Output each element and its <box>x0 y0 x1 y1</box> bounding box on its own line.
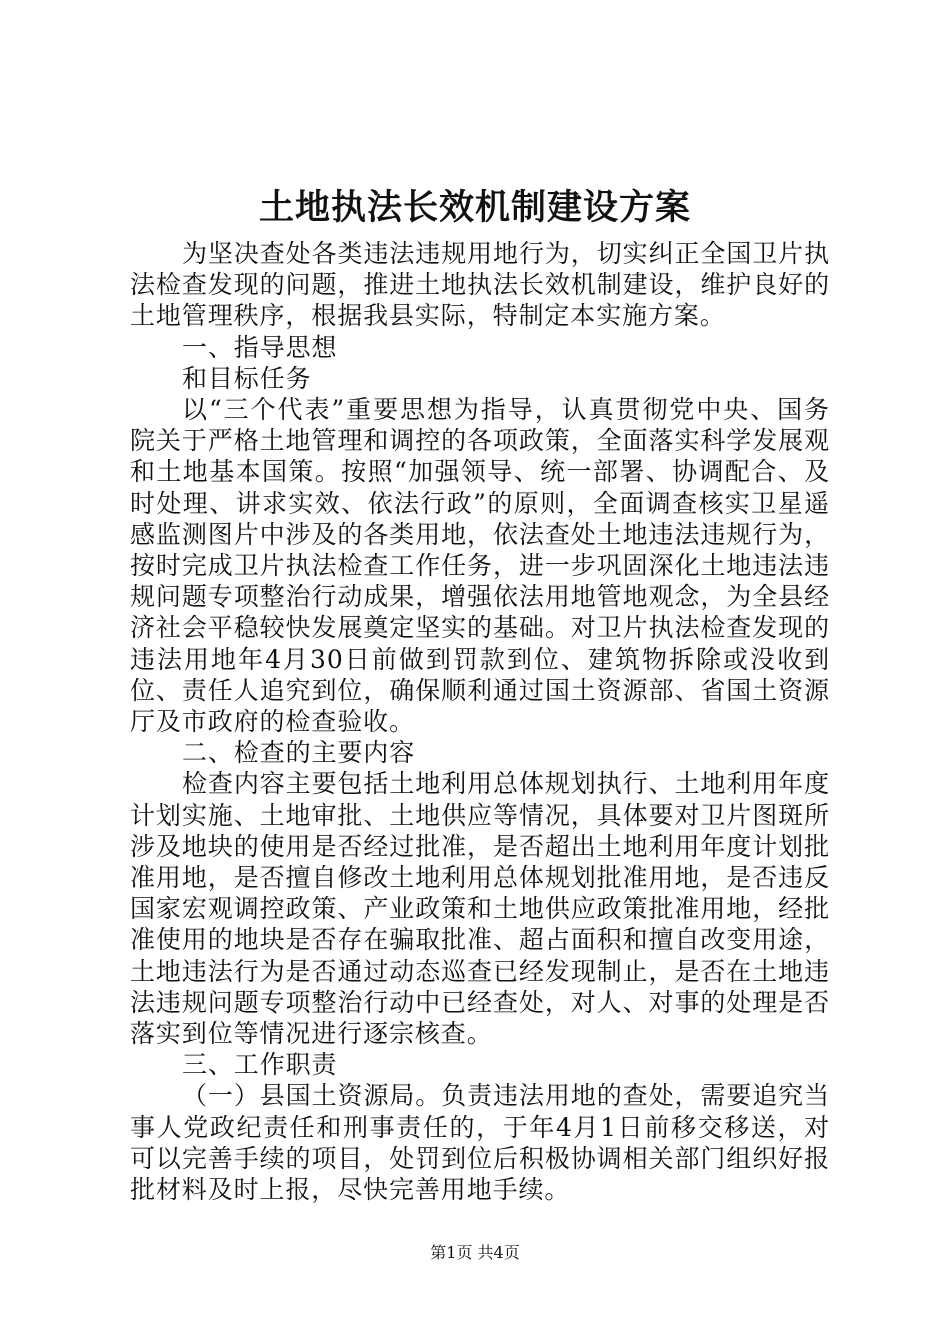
document-title: 土地执法长效机制建设方案 <box>258 187 691 228</box>
page-footer: 第1页 共4页 <box>430 1243 520 1262</box>
section-heading-inspection-content: 二、检查的主要内容 <box>182 738 416 768</box>
guiding-ideology-paragraph: 以“三个代表”重要思想为指导，认真贯彻党中央、国务院关于严格土地管理和调控的各项政策，全面落实科学发展观和土地基本国策。按照“加强领导、统一部署、协调配合、及时处理、讲求实效、依法行政”的原则，全面调查核实卫星遥感监测图片中涉及的各类用地，依法查处土地违法违规行为，按时完成卫片执法检查工作任务，进一步巩固深化土地违法违规问题专项整治行动成果，增强依法用地管地观念，为全县经济社会平稳较快发展奠定坚实的基础。对卫片执法检查发现的违法用地年4月30日前做到罚款到位、建筑物拆除或没收到位、责任人追究到位，确保顺利通过国土资源部、省国土资源厅及市政府的检查验收。 <box>130 395 830 737</box>
section-heading-targets: 和目标任务 <box>182 363 312 393</box>
section-heading-guiding-ideology: 一、指导思想 <box>182 332 338 362</box>
section-heading-responsibilities: 三、工作职责 <box>182 1050 338 1080</box>
document-body <box>130 238 830 1205</box>
responsibilities-paragraph: （一）县国土资源局。负责违法用地的查处，需要追究当事人党政纪责任和刑事责任的，于年4月1日前移交移送，对可以完善手续的项目，处罚到位后积极协调相关部门组织好报批材料及时上报，尽快完善用地手续。 <box>130 1081 830 1205</box>
intro-paragraph: 为坚决查处各类违法违规用地行为，切实纠正全国卫片执法检查发现的问题，推进土地执法长效机制建设，维护良好的土地管理秩序，根据我县实际，特制定本实施方案。 <box>130 239 830 331</box>
inspection-content-paragraph: 检查内容主要包括土地利用总体规划执行、土地利用年度计划实施、土地审批、土地供应等情况，具体要对卫片图斑所涉及地块的使用是否经过批准，是否超出土地利用年度计划批准用地，是否擅自修改土地利用总体规划批准用地，是否违反国家宏观调控政策、产业政策和土地供应政策批准用地，经批准使用的地块是否存在骗取批准、超占面积和擅自改变用途，土地违法行为是否通过动态巡查已经发现制止，是否在土地违法违规问题专项整治行动中已经查处，对人、对事的处理是否落实到位等情况进行逐宗核查。 <box>130 769 830 1049</box>
